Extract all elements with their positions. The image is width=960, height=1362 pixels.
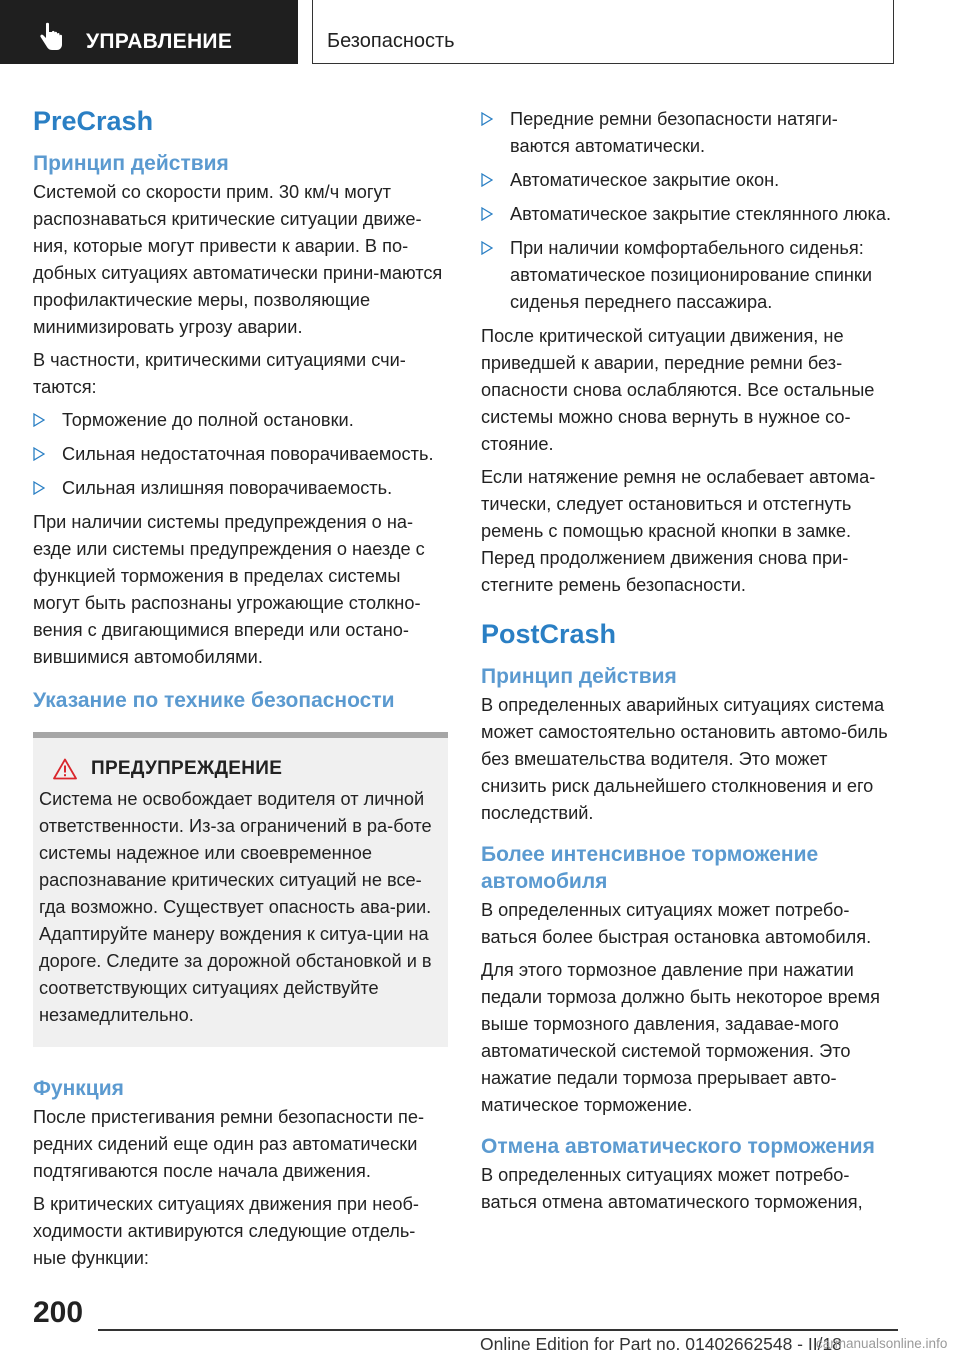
- triangle-bullet-icon: [33, 481, 45, 495]
- warning-triangle-icon: [53, 758, 77, 780]
- triangle-bullet-icon: [481, 241, 493, 255]
- braking-heading: Более интенсивное торможение автомобиля: [481, 843, 819, 893]
- precrash-principle-heading: Принцип действия: [33, 152, 229, 175]
- breadcrumb: Безопасность: [327, 30, 455, 52]
- paragraph: Для этого тормозное давление при нажатии педали тормоза должно быть некоторое время выше тормозного давления, задавае‐мого автоматической системой торможения. Это нажатие педали тормоза прерывает авто‐матическое торможение.: [481, 960, 880, 1115]
- function-heading: Функция: [33, 1077, 124, 1100]
- warning-title: ПРЕДУПРЕЖДЕНИЕ: [91, 758, 283, 779]
- postcrash-principle-heading: Принцип действия: [481, 665, 677, 688]
- list-item: [481, 235, 897, 316]
- warning-text: Система не освобождает водителя от личной ответственности. Из-за ограничений в ра‐боте системы надежное или своевременное распознавание критических ситуаций не все‐гда возможно. Существует опасность ава‐рии. Адаптируйте манеру вождения к ситуа‐ции на дороге. Следите за дорожной обстановкой и в соответствующих ситуациях действуйте незамедлительно.: [39, 789, 432, 1025]
- right-column: [481, 98, 897, 1222]
- paragraph: В определенных ситуациях может потребо‐ваться более быстрая остановка автомобиля.: [481, 900, 872, 947]
- paragraph: В критических ситуациях движения при необ‐ходимости активируются следующие отдель‐ные функции:: [33, 1194, 419, 1268]
- triangle-bullet-icon: [33, 447, 45, 461]
- list-item: [481, 167, 897, 194]
- list-item: [481, 201, 897, 228]
- warning-box: [33, 732, 448, 1047]
- watermark: carmanualsonline.info: [816, 1336, 948, 1351]
- bullet-list: [33, 407, 448, 502]
- triangle-bullet-icon: [33, 413, 45, 427]
- paragraph: В частности, критическими ситуациями счи‐таются:: [33, 350, 406, 397]
- list-item: [33, 441, 448, 468]
- list-item-text: Сильная недостаточная поворачиваемость.: [62, 444, 434, 464]
- paragraph: После критической ситуации движения, не приведшей к аварии, передние ремни без‐опасности снова ослабляются. Все остальные системы можно снова вернуть в нужное со‐стояние.: [481, 326, 875, 454]
- triangle-bullet-icon: [481, 112, 493, 126]
- paragraph: Если натяжение ремня не ослабевает автома‐тически, следует остановиться и отстегнуть ремень с помощью красной кнопки в замке. Перед продолжением движения снова при‐стегните ремень безопасности.: [481, 467, 876, 595]
- list-item-text: Торможение до полной остановки.: [62, 410, 354, 430]
- page-number: 200: [33, 1296, 84, 1329]
- hand-pointer-icon: [38, 22, 64, 52]
- paragraph: В определенных ситуациях может потребо‐ваться отмена автоматического торможения,: [481, 1165, 863, 1212]
- triangle-bullet-icon: [481, 207, 493, 221]
- warning-header: [39, 758, 438, 780]
- list-item-text: Автоматическое закрытие окон.: [510, 170, 780, 190]
- bullet-list: [481, 106, 897, 316]
- section-title: УПРАВЛЕНИЕ: [86, 30, 233, 53]
- precrash-title: PreCrash: [33, 106, 154, 136]
- list-item: [481, 106, 897, 160]
- list-item: [33, 475, 448, 502]
- list-item-text: Автоматическое закрытие стеклянного люка.: [510, 204, 892, 224]
- safety-heading: Указание по технике безопасности: [33, 689, 395, 712]
- footer-edition: Online Edition for Part no. 01402662548 - II/18: [480, 1334, 842, 1354]
- cancel-braking-heading: Отмена автоматического торможения: [481, 1135, 875, 1158]
- paragraph: Системой со скорости прим. 30 км/ч могут распознаваться критические ситуации движе‐ния, которые могут привести к аварии. В по‐добных ситуациях автоматически прини‐маются профилактические меры, позволяющие минимизировать угрозу аварии.: [33, 182, 443, 337]
- left-column: [33, 98, 448, 1278]
- breadcrumb-header: [312, 0, 894, 64]
- paragraph: При наличии системы предупреждения о на‐езде или системы предупреждения о наезде с функцией торможения в пределах системы могут быть распознаны угрожающие столкно‐вения с двигающимися впереди или остано‐вившимися автомобилями.: [33, 512, 425, 667]
- paragraph: В определенных аварийных ситуациях система может самостоятельно остановить автомо‐биль без вмешательства водителя. Это может снизить риск дальнейшего столкновения и его последствий.: [481, 695, 888, 823]
- paragraph: После пристегивания ремни безопасности пе‐редних сидений еще один раз автоматически подтягиваются после начала движения.: [33, 1107, 425, 1181]
- triangle-bullet-icon: [481, 173, 493, 187]
- section-header: [0, 0, 298, 64]
- footer-divider: [98, 1329, 898, 1331]
- list-item-text: При наличии комфортабельного сиденья: автоматическое позиционирование спинки сиденья переднего пассажира.: [510, 238, 873, 312]
- list-item-text: Передние ремни безопасности натяги‐ваются автоматически.: [510, 109, 838, 156]
- list-item: [33, 407, 448, 434]
- list-item-text: Сильная излишняя поворачиваемость.: [62, 478, 393, 498]
- postcrash-title: PostCrash: [481, 619, 617, 649]
